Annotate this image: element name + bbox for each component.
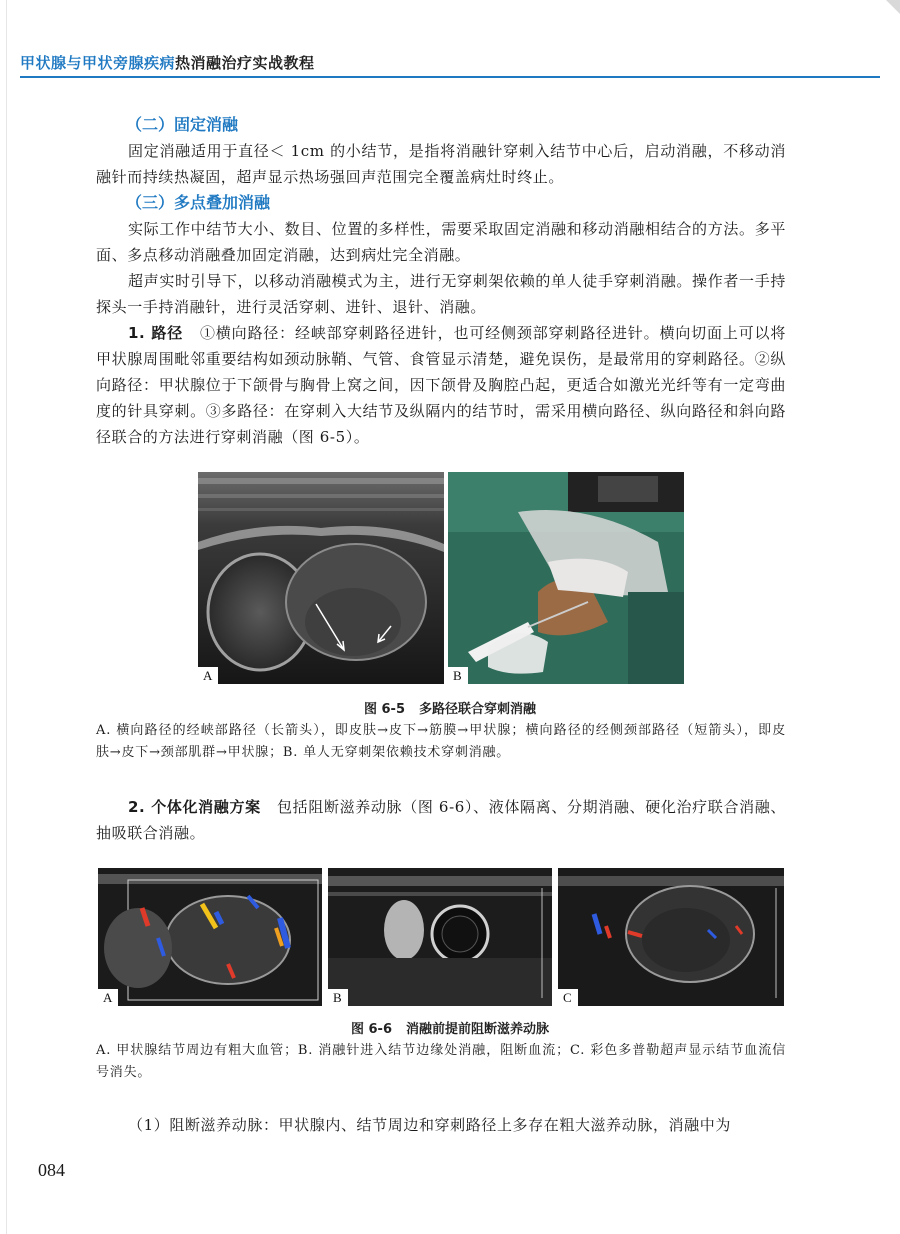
para-fixed-ablation: 固定消融适用于直径＜ 1cm 的小结节，是指将消融针穿刺入结节中心后，启动消融，不移动消融针而持续热凝固，超声显示热场强回声范围完全覆盖病灶时终止。: [96, 142, 786, 186]
page-corner-fold: [886, 0, 900, 14]
middle-text-block: [96, 794, 786, 846]
header-title-dark: 热消融治疗实战教程: [175, 54, 315, 72]
plan-label: 2. 个体化消融方案: [128, 798, 261, 816]
heading-multipoint-ablation: （三）多点叠加消融: [126, 193, 271, 212]
heading-fixed-ablation: （二）固定消融: [126, 115, 239, 134]
doppler-image-vessels: [98, 868, 322, 1006]
route-text: ①横向路径：经峡部穿刺路径进针，也可经侧颈部穿刺路径进针。横向切面上可以将甲状腺周围毗邻重要结构如颈动脉鞘、气管、食管显示清楚，避免误伤，是最常用的穿刺路径。②纵向路径：甲状腺位于下颌骨与胸骨上窝之间，因下颌骨及胸腔凸起，更适合如激光光纤等有一定弯曲度的针具穿刺。③多路径：在穿刺入大结节及纵隔内的结节时，需采用横向路径、纵向路径和斜向路径联合的方法进行穿刺消融（图 6-5）。: [96, 324, 786, 446]
running-header: [20, 52, 315, 73]
figure-6-6-caption: [0, 1018, 900, 1037]
figure-6-6-note: A. 甲状腺结节周边有粗大血管；B. 消融针进入结节边缘处消融，阻断血流；C. 彩色多普勒超声显示结节血流信号消失。: [96, 1043, 786, 1080]
figure-6-6-caption-title: 消融前提前阻断滋养动脉: [406, 1022, 550, 1037]
para-multipoint-2: 超声实时引导下，以移动消融模式为主，进行无穿刺架依赖的单人徒手穿刺消融。操作者一手持探头一手持消融针，进行灵活穿刺、进针、退针、消融。: [96, 272, 786, 316]
figure-6-6-caption-number: 图 6-6: [350, 1022, 392, 1037]
figure-6-6-panel-a: [98, 868, 322, 1006]
figure-6-5-caption: [0, 698, 900, 717]
figure-6-6-label-a: A: [98, 989, 118, 1006]
figure-6-6-label-c: C: [558, 989, 578, 1006]
para-individualized-plan: [96, 794, 786, 846]
page-number: 084: [38, 1160, 65, 1180]
doppler-image-no-flow: [558, 868, 784, 1006]
figure-6-5-label-b: B: [448, 667, 468, 684]
figure-6-5-panel-b: [448, 472, 684, 684]
figure-6-5-caption-title: 多路径联合穿刺消融: [419, 702, 537, 717]
figure-6-6-panel-c: [558, 868, 784, 1006]
header-title-blue: 甲状腺与甲状旁腺疾病: [20, 54, 176, 72]
plan-text: 包括阻断滋养动脉（图 6-6）、液体隔离、分期消融、硬化治疗联合消融、抽吸联合消融。: [96, 798, 787, 842]
figure-6-6-label-b: B: [328, 989, 348, 1006]
figure-6-5-note: A. 横向路径的经峡部路径（长箭头），即皮肤→皮下→筋膜→甲状腺；横向路径的经侧颈部路径（短箭头），即皮肤→皮下→颈部肌群→甲状腺；B. 单人无穿刺架依赖技术穿刺消融。: [96, 723, 786, 760]
figure-6-5-label-a: A: [198, 667, 218, 684]
bottom-text-block: [96, 1112, 786, 1138]
route-label: 1. 路径: [128, 324, 184, 342]
page-edge: [6, 0, 7, 1234]
figure-6-5-panel-a: [198, 472, 444, 684]
ultrasound-transverse-image: [198, 472, 444, 684]
procedure-photo: [448, 472, 684, 684]
figure-6-6-panel-b: [328, 868, 552, 1006]
para-multipoint-1: 实际工作中结节大小、数目、位置的多样性，需要采取固定消融和移动消融相结合的方法。多平面、多点移动消融叠加固定消融，达到病灶完全消融。: [96, 220, 786, 264]
top-text-block: [96, 112, 786, 450]
ultrasound-needle-image: [328, 868, 552, 1006]
para-block-artery: （1）阻断滋养动脉：甲状腺内、结节周边和穿刺路径上多存在粗大滋养动脉，消融中为: [128, 1116, 731, 1134]
figure-6-5-caption-number: 图 6-5: [363, 702, 405, 717]
header-rule: [20, 76, 880, 78]
para-route: [96, 320, 786, 450]
